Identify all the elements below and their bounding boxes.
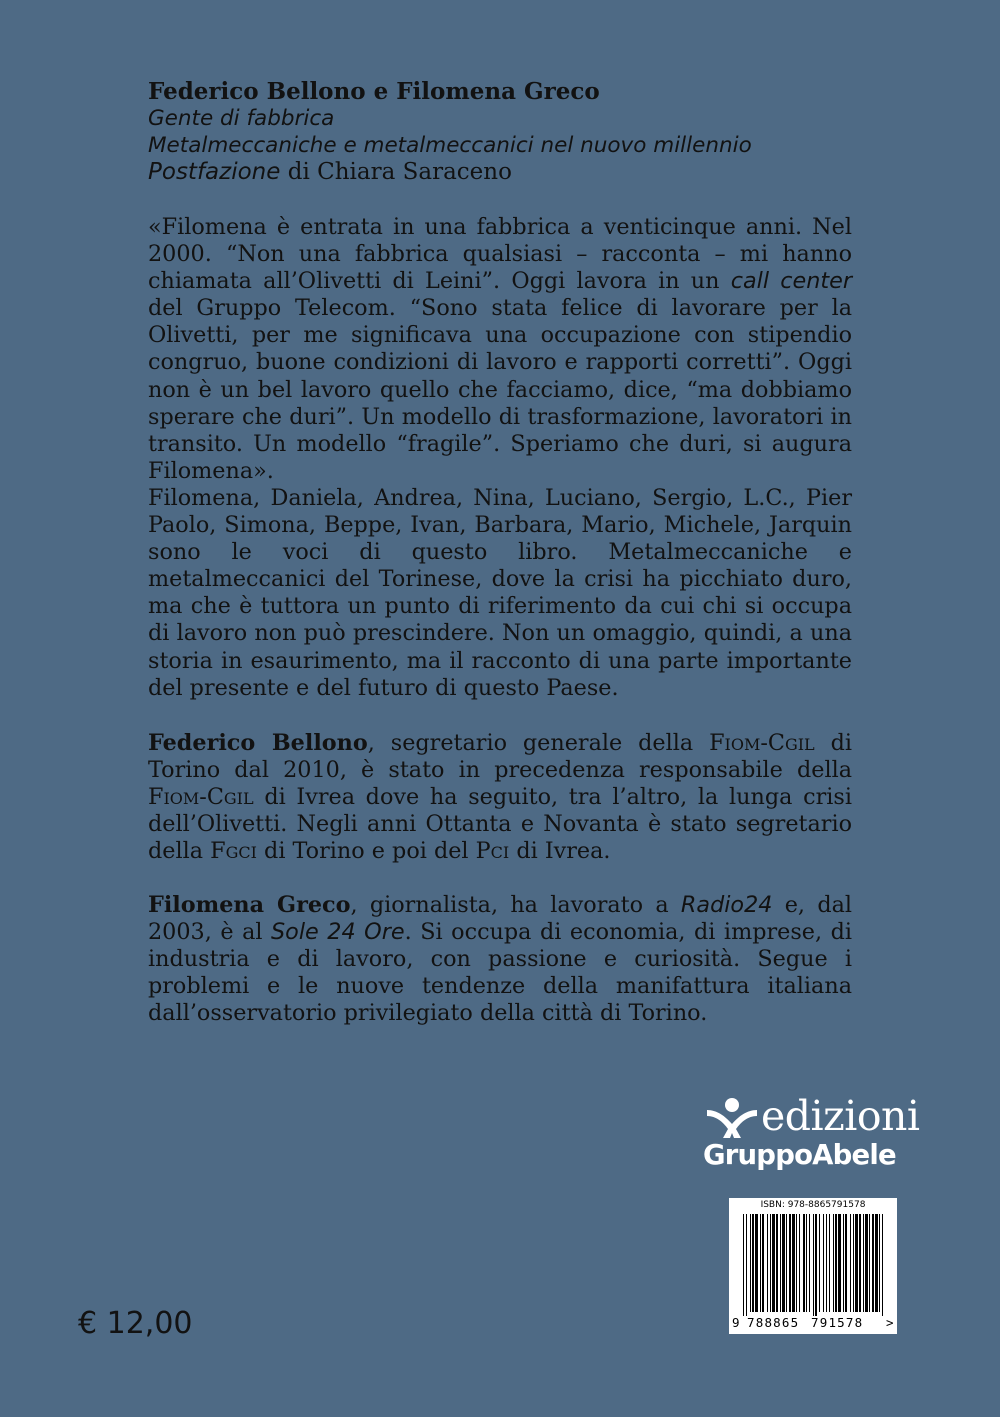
blurb-italic: call center [730, 268, 852, 295]
book-subtitle: Metalmeccaniche e metalmeccanici nel nuovo millennio [148, 133, 752, 158]
barcode-bar [813, 1214, 814, 1316]
barcode-bar [829, 1214, 830, 1312]
barcode-bar [762, 1214, 764, 1312]
barcode-bar [859, 1214, 861, 1312]
barcode-bar [815, 1214, 817, 1316]
barcode-bar [782, 1214, 785, 1312]
barcode-bar [809, 1214, 810, 1312]
barcode-bar [826, 1214, 827, 1312]
barcode-bar [879, 1214, 880, 1312]
afterword-line [148, 159, 852, 186]
author-bio-greco [148, 892, 852, 1027]
isbn-label: ISBN: 978-8865791578 [760, 1200, 866, 1210]
barcode-bar [872, 1214, 874, 1312]
bio-text: , segretario generale della [367, 730, 710, 756]
bio-name: Federico Bellono [148, 730, 368, 756]
barcode-group-1: 788865 [747, 1315, 800, 1330]
barcode-bar [855, 1214, 858, 1312]
barcode-bar [776, 1214, 778, 1312]
barcode-bar [850, 1214, 851, 1312]
barcode-bar [786, 1214, 787, 1312]
bio-name: Filomena Greco [148, 892, 351, 918]
publisher-line-1: edizioni [761, 1092, 920, 1140]
barcode-bar [835, 1214, 837, 1312]
barcode-bar [743, 1214, 744, 1316]
barcode-bar [869, 1214, 870, 1312]
barcode-bar [770, 1214, 771, 1312]
authors-line: Federico Bellono e Filomena Greco [148, 78, 600, 105]
barcode-bar [863, 1214, 864, 1312]
barcode-group-2: 791578 [811, 1315, 864, 1330]
barcode-bar [760, 1214, 761, 1312]
book-header [148, 78, 852, 186]
book-price: € 12,00 [78, 1306, 193, 1341]
person-logo-icon [703, 1096, 761, 1140]
barcode-bar [882, 1214, 883, 1316]
bio-text: di Ivrea dove ha seguito, tra l’altro, la lunga crisi dell’Olivetti. Negli anni Ottanta e Novanta è stato segretario della [148, 784, 852, 865]
publisher-line-2: GruppoAbele [703, 1139, 896, 1171]
barcode-bar [799, 1214, 800, 1312]
barcode-bar [789, 1214, 791, 1312]
blurb-paragraph-2: Filomena, Daniela, Andrea, Nina, Luciano, Sergio, L.C., Pier Paolo, Simona, Beppe, Ivan, Barbara, Mario, Michele, Jarquin sono le voci di questo libro. Metalmeccaniche e metalmeccanici del Torinese, dove la crisi ha picchiato duro, ma che è tuttora un punto di riferimento da cui chi si occupa di lavoro non può prescindere. Non un omaggio, quindi, a una storia in esaurimento, ma il racconto di una parte importante del presente e del futuro di questo Paese. [148, 484, 852, 701]
bio-org: Fgci [210, 838, 257, 865]
blurb-text: «Filomena è entrata in una fabbrica a venticinque anni. Nel 2000. “Non una fabbrica qualsiasi – racconta – mi hanno chiamata all’Olivetti di Leini”. Oggi lavora in un [148, 214, 852, 295]
bio-italic: Radio24 [680, 892, 773, 918]
barcode-bar [752, 1214, 754, 1312]
barcode-bar [767, 1214, 768, 1312]
bio-org: Pci [475, 838, 510, 865]
bio-text: , giornalista, ha lavorato a [350, 892, 681, 918]
bio-org: Fiom-Cgil [148, 784, 254, 811]
barcode-bar [746, 1214, 747, 1316]
blurb-text: del Gruppo Telecom. “Sono stata felice di lavorare per la Olivetti, per me significava una occupazione con stipendio congruo, buone condizioni di lavoro e rapporti corretti”. Oggi non è un bel lavoro quello che facciamo, dice, “ma dobbiamo sperare che duri”. Un modello di trasformazione, lavoratori in transito. Un modello “fragile”. Speriamo che duri, si augura Filomena». [148, 295, 852, 484]
barcode-bar [819, 1214, 820, 1312]
author-bio-bellono [148, 730, 852, 865]
book-blurb [148, 214, 852, 702]
barcode-bar [875, 1214, 878, 1312]
barcode-bar [806, 1214, 807, 1312]
barcode-bar [833, 1214, 834, 1312]
bio-italic: Sole 24 Ore [271, 919, 405, 946]
barcode-bar [755, 1214, 758, 1312]
bio-text: di Torino e poi del [256, 838, 476, 865]
barcode-bar [792, 1214, 795, 1312]
barcode-bar [853, 1214, 854, 1312]
isbn-barcode [729, 1198, 897, 1334]
barcode-bar [838, 1214, 841, 1312]
barcode-bar [843, 1214, 844, 1312]
barcode-bar [803, 1214, 805, 1312]
afterword-author: di Chiara Saraceno [280, 159, 512, 185]
barcode-bar [823, 1214, 824, 1312]
barcode-bar [750, 1214, 751, 1312]
afterword-label: Postfazione [148, 159, 281, 185]
barcode-bar [772, 1214, 775, 1312]
book-title: Gente di fabbrica [148, 106, 335, 131]
bio-org: Fiom-Cgil [709, 730, 815, 756]
barcode-bars [729, 1212, 897, 1316]
bio-text: e, dal 2003, è al [148, 892, 853, 946]
publisher-logo [703, 1092, 918, 1182]
barcode-bar [845, 1214, 847, 1312]
bio-text: . Si occupa di economia, di imprese, di industria e di lavoro, con passione e curiosità. Segue i problemi e le nuove tendenze della manifattura italiana dall’osservatorio privilegiato della città di Torino. [148, 919, 852, 1027]
barcode-first-digit: 9 [732, 1315, 740, 1330]
barcode-tail: > [886, 1315, 894, 1330]
blurb-paragraph-1 [148, 214, 852, 485]
barcode-bar [780, 1214, 781, 1312]
bio-text: di Ivrea. [509, 838, 611, 865]
barcode-bar [865, 1214, 868, 1312]
barcode-bar [796, 1214, 797, 1312]
bio-text: di Torino dal 2010, è stato in precedenza responsabile della [148, 730, 853, 784]
